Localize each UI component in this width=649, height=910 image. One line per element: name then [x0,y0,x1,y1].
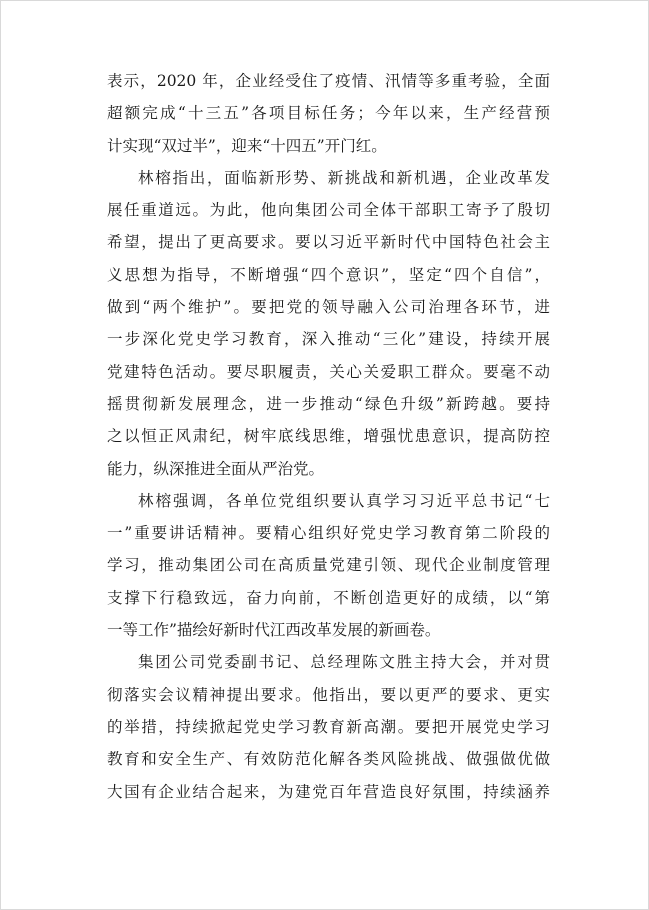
text-line: 党建特色活动。要尽职履责，关心关爱职工群众。要毫不动 [107,362,550,381]
text-line: 表示，2020 年，企业经受住了疫情、汛情等多重考验，全面 [107,72,550,90]
text-line: 彻落实会议精神提出要求。他指出，要以更严的要求、更实 [107,685,550,704]
text-line: 集团公司党委副书记、总经理陈文胜主持大会，并对贯 [138,653,550,672]
text-line: 之以恒正风肃纪，树牢底线思维，增强忧患意识，提高防控 [107,427,550,446]
paragraph-2 [107,162,550,485]
text-line: 林榕指出，面临新形势、新挑战和新机遇，企业改革发 [138,168,550,187]
text-line: 支撑下行稳致远，奋力向前，不断创造更好的成绩，以“第 [107,588,550,607]
text-line: 大国有企业结合起来，为建党百年营造良好氛围，持续涵养 [107,782,550,801]
text-line: 的举措，持续掀起党史学习教育新高潮。要把开展党史学习 [107,717,550,736]
text-line: 一等工作”描绘好新时代江西改革发展的新画卷。 [107,621,441,640]
text-line: 希望，提出了更高要求。要以习近平新时代中国特色社会主 [107,233,550,252]
text-line: 计实现“双过半”，迎来“十四五”开门红。 [107,136,387,155]
text-line: 一”重要讲话精神。要精心组织好党史学习教育第二阶段的 [107,524,550,543]
text-line: 做到“两个维护”。要把党的领导融入公司治理各环节，进 [107,298,550,317]
text-line: 超额完成“十三五”各项目标任务；今年以来，生产经营预 [107,104,550,123]
text-line: 林榕强调，各单位党组织要认真学习习近平总书记“七 [138,491,550,510]
text-line: 摇贯彻新发展理念，进一步推动“绿色升级”新跨越。要持 [107,394,550,413]
document-body [107,65,550,808]
paragraph-3 [107,485,550,646]
text-line: 教育和安全生产、有效防范化解各类风险挑战、做强做优做 [107,750,550,769]
paragraph-4 [107,646,550,807]
text-line: 一步深化党史学习教育，深入推动“三化”建设，持续开展 [107,330,550,349]
text-line: 展任重道远。为此，他向集团公司全体干部职工寄予了殷切 [107,201,550,220]
text-line: 义思想为指导，不断增强“四个意识”，坚定“四个自信”， [107,265,550,284]
text-line: 能力，纵深推进全面从严治党。 [107,459,325,478]
paragraph-1 [107,65,550,162]
text-line: 学习，推动集团公司在高质量党建引领、现代企业制度管理 [107,556,550,575]
